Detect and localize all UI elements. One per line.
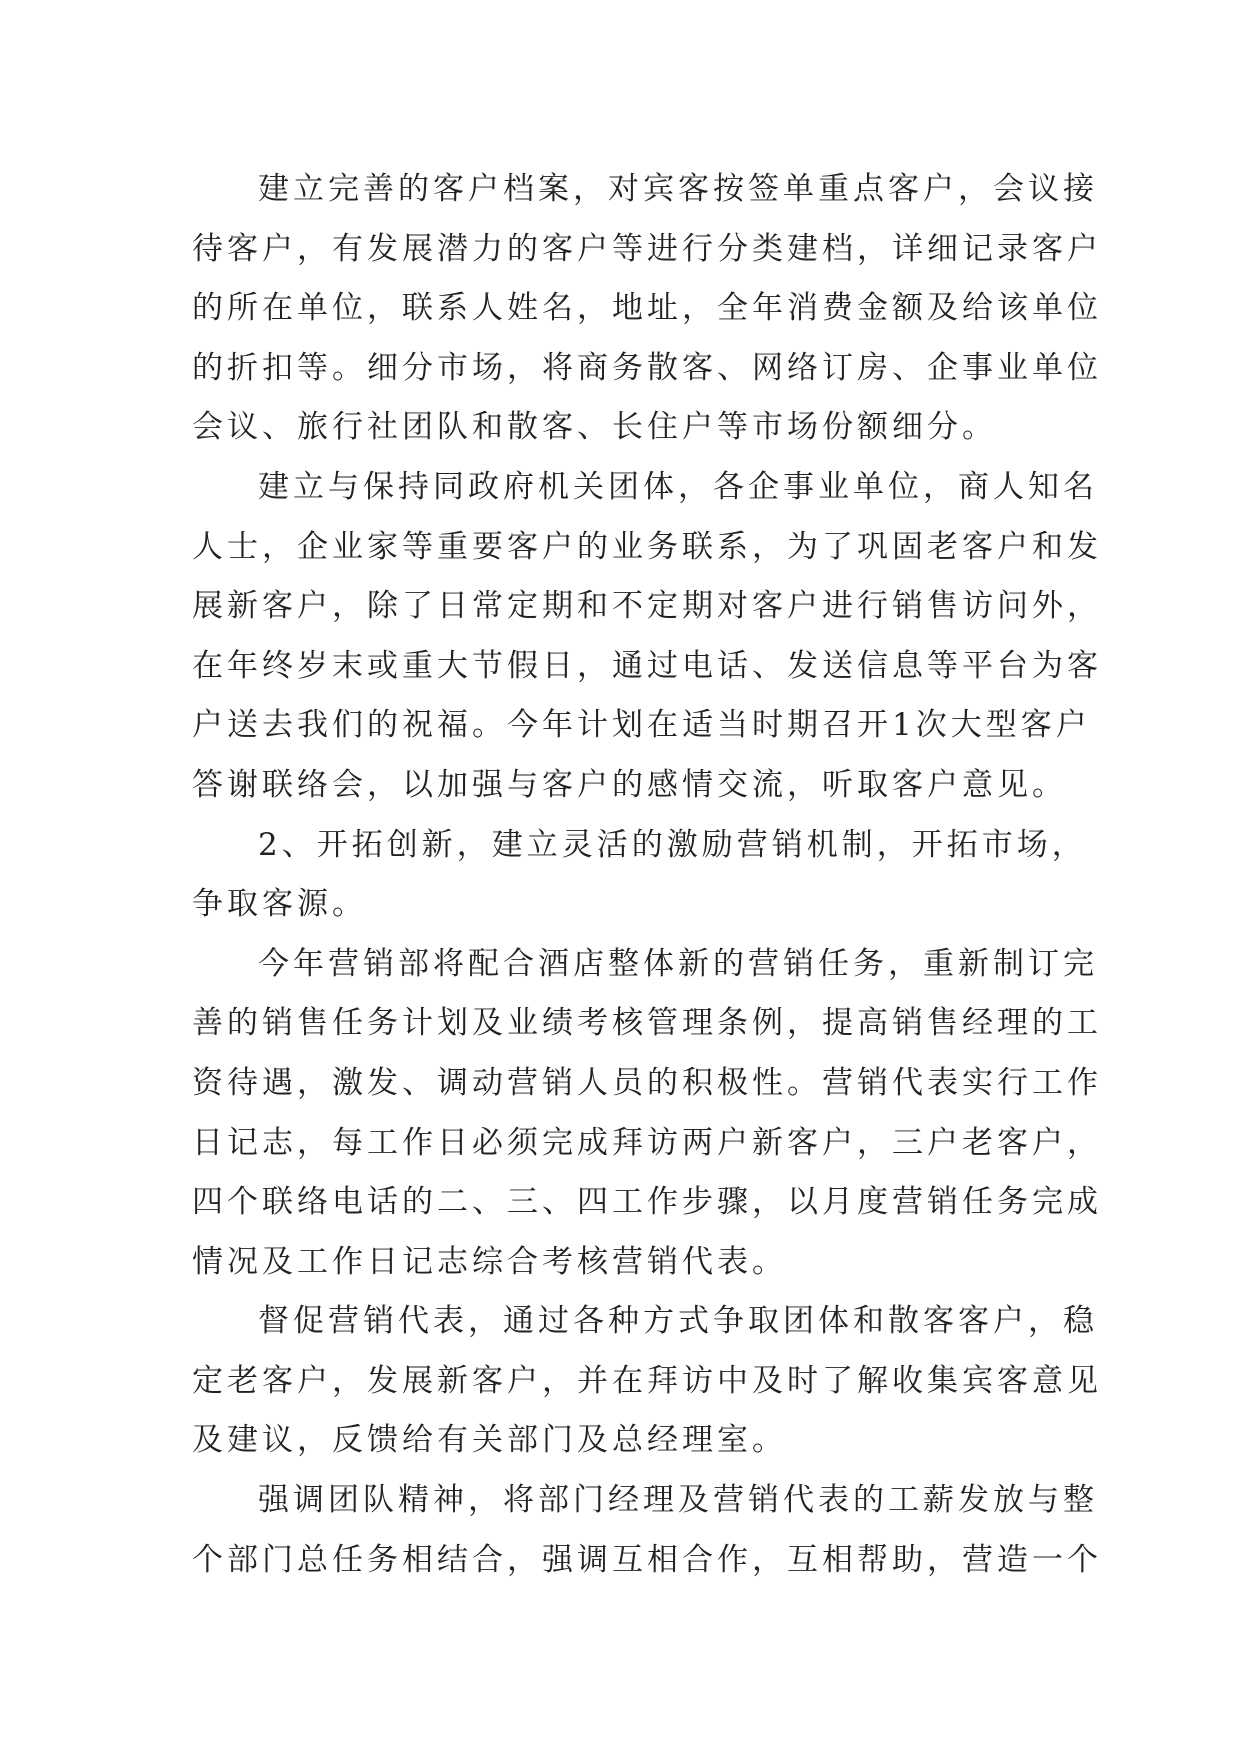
text-line: 会议、旅行社团队和散客、长住户等市场份额细分。 (192, 409, 997, 446)
section-heading-2 (192, 816, 1087, 935)
text-line: 善的销售任务计划及业绩考核管理条例，提高销售经理的工 (192, 1005, 1102, 1042)
paragraph-client-relations (192, 458, 1102, 816)
text-line: 户送去我们的祝福。今年计划在适当时期召开1次大型客户 (192, 707, 1091, 744)
document-page (192, 160, 1102, 1590)
heading-line: 争取客源。 (192, 886, 367, 923)
text-line: 资待遇，激发、调动营销人员的积极性。营销代表实行工作 (192, 1064, 1102, 1101)
paragraph-customer-records (192, 160, 1102, 458)
text-line: 建立与保持同政府机关团体，各企事业单位，商人知名 (258, 468, 1098, 505)
text-line: 及建议，反馈给有关部门及总经理室。 (192, 1422, 787, 1459)
text-line: 个部门总任务相结合，强调互相合作，互相帮助，营造一个 (192, 1541, 1102, 1578)
text-line: 定老客户，发展新客户，并在拜访中及时了解收集宾客意见 (192, 1362, 1102, 1399)
text-line: 强调团队精神，将部门经理及营销代表的工薪发放与整 (258, 1482, 1098, 1519)
text-line: 建立完善的客户档案，对宾客按签单重点客户，会议接 (258, 171, 1098, 207)
text-line: 展新客户，除了日常定期和不定期对客户进行销售访问外， (192, 588, 1102, 625)
text-line: 的所在单位，联系人姓名，地址，全年消费金额及给该单位 (192, 290, 1102, 327)
text-line: 的折扣等。细分市场，将商务散客、网络订房、企事业单位 (192, 349, 1102, 386)
paragraph-team-spirit (192, 1471, 1102, 1590)
text-line: 答谢联络会，以加强与客户的感情交流，听取客户意见。 (192, 766, 1067, 803)
text-line: 督促营销代表，通过各种方式争取团体和散客客户，稳 (258, 1303, 1098, 1340)
text-line: 人士，企业家等重要客户的业务联系，为了巩固老客户和发 (192, 528, 1102, 565)
paragraph-sales-tasks (192, 935, 1102, 1293)
text-line: 今年营销部将配合酒店整体新的营销任务，重新制订完 (258, 945, 1098, 982)
text-line: 待客户，有发展潜力的客户等进行分类建档，详细记录客户 (192, 230, 1102, 267)
text-line: 四个联络电话的二、三、四工作步骤，以月度营销任务完成 (192, 1184, 1102, 1221)
text-line: 情况及工作日记志综合考核营销代表。 (192, 1243, 787, 1280)
paragraph-supervision (192, 1292, 1102, 1471)
text-line: 日记志，每工作日必须完成拜访两户新客户，三户老客户， (192, 1124, 1102, 1161)
heading-line: 2、开拓创新，建立灵活的激励营销机制，开拓市场， (258, 826, 1087, 863)
text-line: 在年终岁末或重大节假日，通过电话、发送信息等平台为客 (192, 647, 1102, 684)
